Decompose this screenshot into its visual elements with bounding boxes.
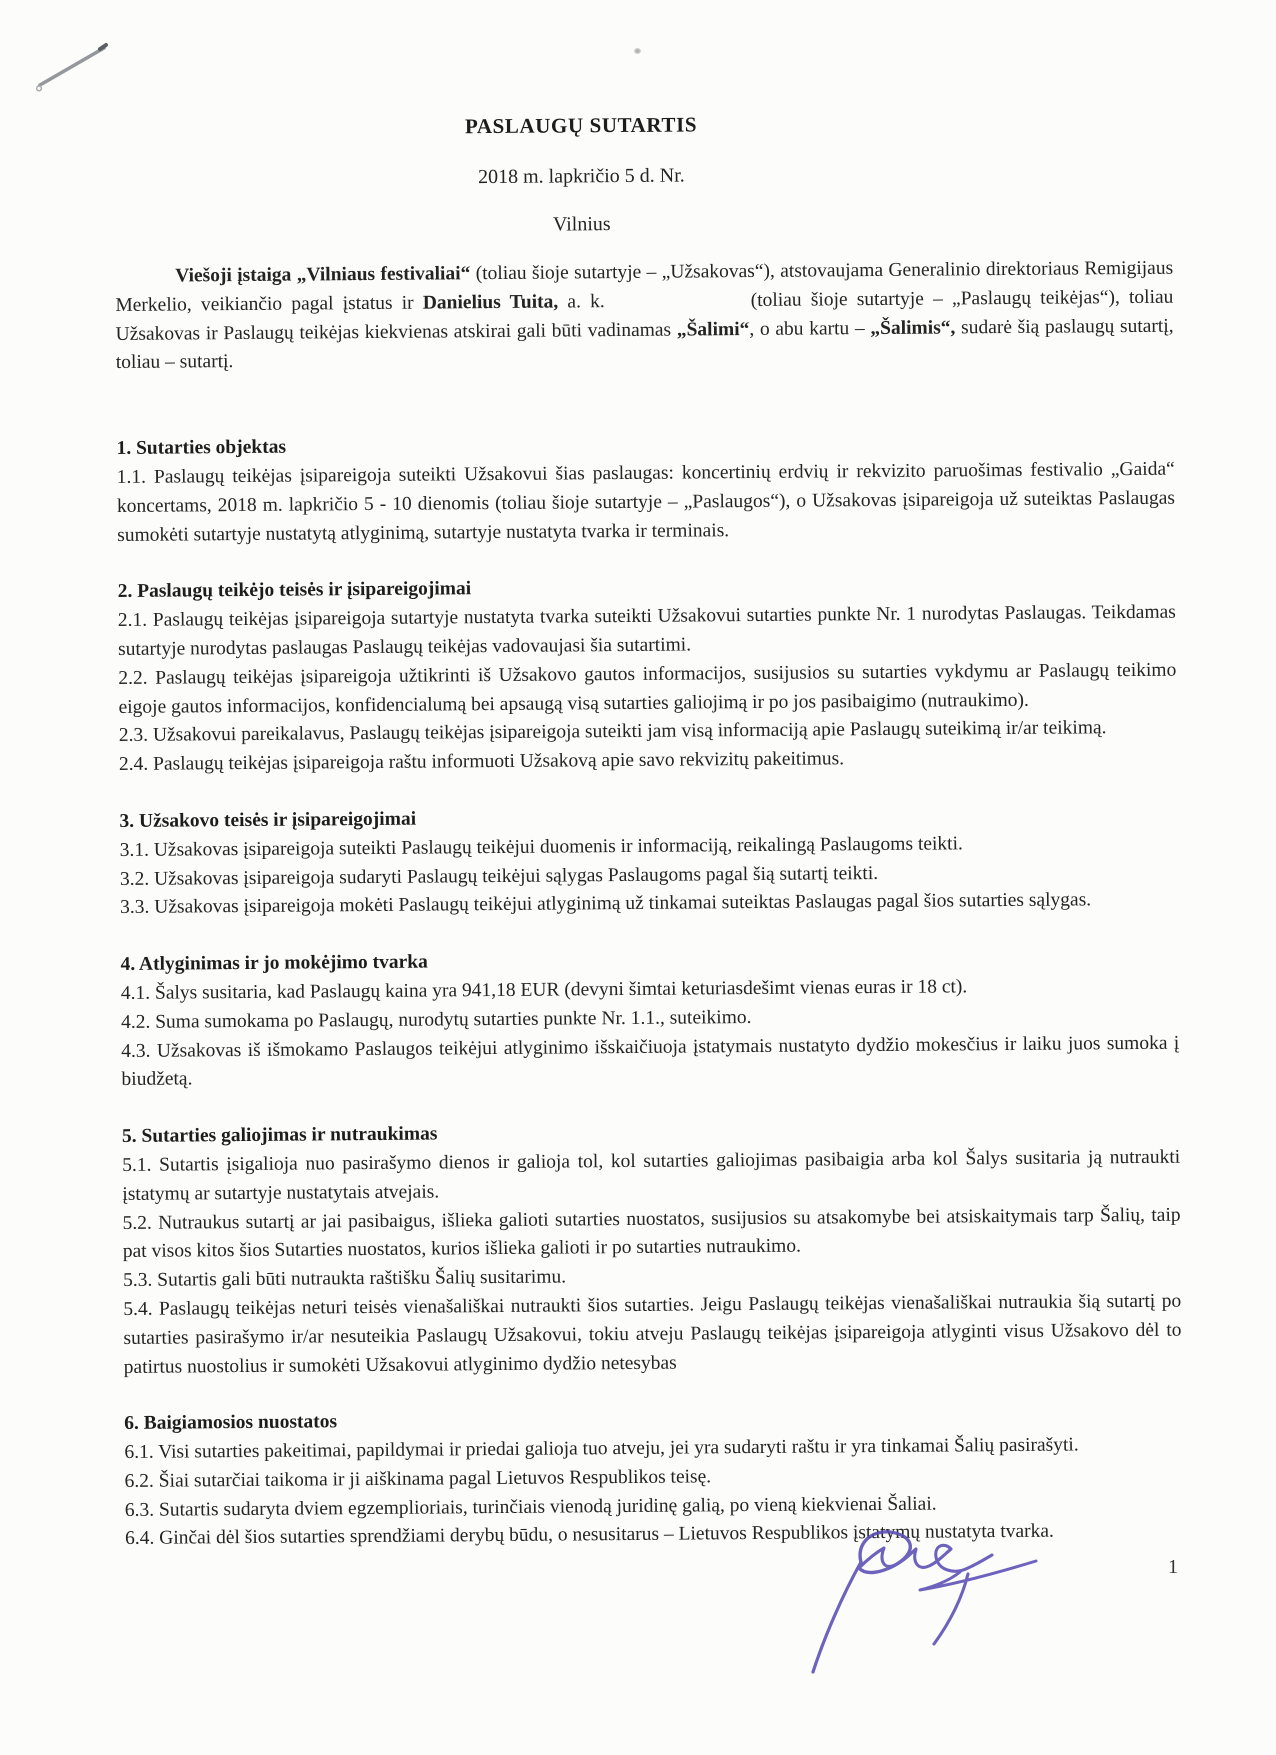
document-header <box>113 0 1049 240</box>
intro-text: (toliau šioje sutartyje – „Užsakovas“), atstovaujama Generalinio direktoriaus Remigijaus Merkelio, veikiančio pagal įstatus ir <box>115 257 1174 316</box>
clause-2-1: 2.1. Paslaugų teikėjas įsipareigoja sutartyje nustatyta tvarka suteikti Užsakovui sutarties punkte Nr. 1 nurodytas Paslaugas. Teikdamas sutartyje nurodytas paslaugas Paslaugų teikėjas vadovaujasi šia sutartimi. <box>117 601 1176 660</box>
section-heading: 3. Užsakovo teisės ir įsipareigojimai <box>119 808 417 832</box>
clause-2-2: 2.2. Paslaugų teikėjas įsipareigoja užtikrinti iš Užsakovo gautos informacijos, susijusios su sutarties vykdymu ar Paslaugų teikimo eigoje gautos informacijos, konfidencialumą bei apsaugą visą sutarties galiojimą ir po jos pasibaigimo (nutraukimo). <box>118 659 1177 718</box>
clause-5-1: 5.1. Sutartis įsigalioja nuo pasirašymo dienos ir galioja tol, kol sutarties galiojimas pasibaigia arba kol Šalys susitaria ją nutraukti įstatymų ar sutartyje nustatytais atvejais. <box>122 1146 1181 1205</box>
clause-6-3: 6.3. Sutartis sudaryta dviem egzemplioriais, turinčiais vienodą juridinę galią, po vieną kiekvienai Šaliai. <box>124 1493 937 1521</box>
section-1-sutarties-objektas <box>116 427 1175 550</box>
section-heading: 2. Paslaugų teikėjo teisės ir įsipareigojimai <box>117 578 472 603</box>
intro-text: sudarė šią paslaugų sutartį, toliau – sutartį. <box>115 315 1174 374</box>
section-2-teikejo-teises <box>118 570 1178 780</box>
clause-4-3: 4.3. Užsakovas iš išmokamo Paslaugos teikėjui atlyginimo išskaičiuoja įstatymais nustatyto dydžio mokesčius ir laiku juos sumoka į biudžetą. <box>121 1032 1180 1091</box>
clause-6-4: 6.4. Ginčai dėl šios sutarties sprendžiami derybų būdu, o nesusitarus – Lietuvos Respublikos įstatymų nustatyta tvarka. <box>125 1521 1054 1550</box>
clause-4-2: 4.2. Suma sumokama po Paslaugų, nurodytų sutarties punkte Nr. 1.1., suteikimo. <box>120 1006 752 1033</box>
section-4-atlyginimas <box>120 943 1179 1095</box>
intro-paragraph <box>115 255 1174 378</box>
clause-5-3: 5.3. Sutartis gali būti nutraukta raštišku Šalių susitarimu. <box>122 1266 567 1292</box>
term-salimis: „Šalimis“, <box>870 316 956 339</box>
personal-code-blank-space <box>605 306 751 307</box>
intro-text: a. k. <box>558 290 605 313</box>
clause-6-1: 6.1. Visi sutarties pakeitimai, papildymai ir priedai galioja tuo atveju, jei yra sudaryti raštu ir yra tinkamai Šalių pasirašyti. <box>124 1434 1079 1464</box>
intro-text: (toliau šioje sutartyje – „Paslaugų teikėjas“), toliau Užsakovas ir Paslaugų teikėjas kiekvienas atskirai gali būti vadinamas <box>115 286 1174 345</box>
party-provider-name: Danielius Tuita, <box>422 291 559 314</box>
section-heading: 4. Atlyginimas ir jo mokėjimo tvarka <box>120 951 428 976</box>
page-number: 1 <box>1168 1556 1178 1578</box>
clause-1-1: 1.1. Paslaugų teikėjas įsipareigoja suteikti Užsakovui šias paslaugas: koncertinių erdvių ir rekvizito paruošimas festivalio „Gaida“ koncertams, 2018 m. lapkričio 5 - 10 dienomis (toliau šioje sutartyje – „Paslaugos“), o Užsakovas įsipareigoja už suteiktas Paslaugas sumokėti sutartyje nustatytą atlyginimą, sutartyje nustatyta tvarka ir terminais. <box>116 458 1176 546</box>
section-3-uzsakovo-teises <box>119 800 1178 923</box>
party-client-name: Viešoji įstaiga „Vilniaus festivaliai“ <box>175 263 471 287</box>
intro-text: , o abu kartu – <box>749 317 871 340</box>
section-heading: 5. Sutarties galiojimas ir nutraukimas <box>121 1123 438 1148</box>
clause-3-3: 3.3. Užsakovas įsipareigoja mokėti Paslaugų teikėjui atlyginimą už tinkamai suteiktas Paslaugas pagal šios sutarties sąlygas. <box>120 889 1092 919</box>
document-city: Vilnius <box>552 213 611 236</box>
clause-5-4: 5.4. Paslaugų teikėjas neturi teisės vienašališkai nutraukti šios sutarties. Jeigu Paslaugų teikėjas vienašališkai nutraukia šią sutartį po sutarties pasirašymo ir/ar nesuteikia Paslaugų Užsakovui, tokiu atveju Paslaugų teikėjas įsipareigoja atlyginti visus Užsakovo dėl to patirtus nuostolius ir sumokėti Užsakovui atlyginimo dydžio netesybas <box>123 1290 1182 1378</box>
section-5-galiojimas <box>122 1115 1182 1382</box>
document-content <box>113 0 1183 1554</box>
section-heading: 6. Baigiamosios nuostatos <box>124 1411 338 1435</box>
clause-6-2: 6.2. Šiai sutarčiai taikoma ir ji aiškinama pagal Lietuvos Respublikos teisę. <box>124 1466 712 1492</box>
pen-scratch-mark <box>28 38 120 94</box>
section-heading: 1. Sutarties objektas <box>116 436 287 460</box>
term-salimi: „Šalimi“ <box>676 318 750 341</box>
document-date-line: 2018 m. lapkričio 5 d. Nr. <box>477 164 685 189</box>
clause-2-4: 2.4. Paslaugų teikėjas įsipareigoja raštu informuoti Užsakovą apie savo rekvizitų pakeitimus. <box>118 748 845 776</box>
clause-4-1: 4.1. Šalys susitaria, kad Paslaugų kaina yra 941,18 EUR (devyni šimtai keturiasdešimt vienas euras ir 18 ct). <box>120 976 968 1004</box>
clause-3-2: 3.2. Užsakovas įsipareigoja sudaryti Paslaugų teikėjui sąlygas Paslaugoms pagal šią sutartį teikti. <box>119 862 879 890</box>
clause-2-3: 2.3. Užsakovui pareikalavus, Paslaugų teikėjas įsipareigoja suteikti jam visą informaciją apie Paslaugų suteikimą ir/ar teikimą. <box>118 717 1107 747</box>
document-title: PASLAUGŲ SUTARTIS <box>464 112 698 139</box>
clause-3-1: 3.1. Užsakovas įsipareigoja suteikti Paslaugų teikėjui duomenis ir informaciją, reikalingą Paslaugoms teikti. <box>119 833 963 861</box>
section-6-baigiamosios <box>124 1402 1183 1554</box>
clause-5-2: 5.2. Nutraukus sutartį ar jai pasibaigus, išlieka galioti sutarties nuostatos, susijusios su atsakomybe bei atsiskaitymais tarp Šalių, taip pat visos kitos šios Sutarties nuostatos, kurios išlieka galioti ir po sutarties nutraukimo. <box>122 1204 1181 1263</box>
